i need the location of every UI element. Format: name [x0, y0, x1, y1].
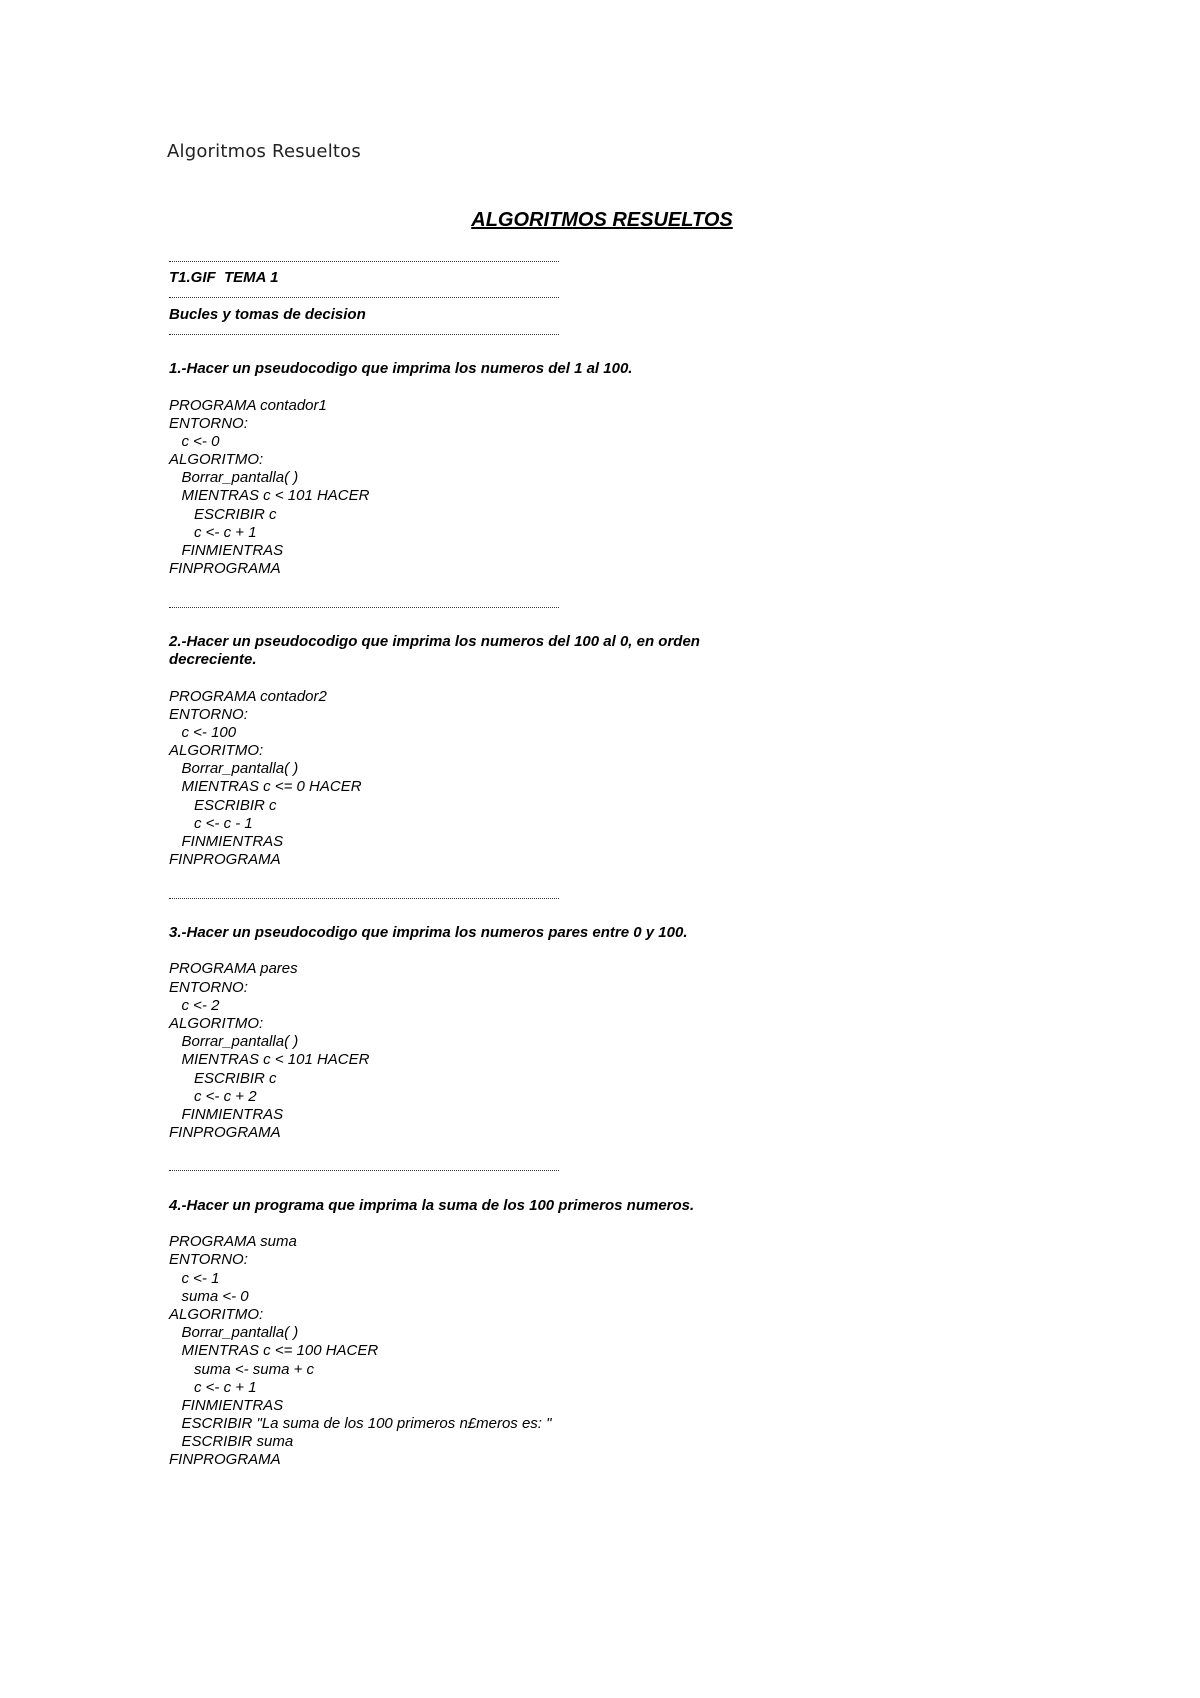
code-line: suma <- 0	[169, 1287, 249, 1305]
code-line: MIENTRAS c <= 100 HACER	[169, 1342, 379, 1360]
code-line: ENTORNO:	[169, 705, 248, 723]
exercise-statement: 2.-Hacer un pseudocodigo que imprima los numeros del 100 al 0, en orden decreciente.	[169, 632, 700, 669]
code-line: c <- 100	[169, 723, 237, 741]
topic-code: T1.GIF TEMA 1	[169, 269, 279, 287]
code-line: ESCRIBIR c	[169, 1069, 277, 1087]
code-line: Borrar_pantalla( )	[169, 1033, 299, 1051]
document-title: ALGORITMOS RESUELTOS	[471, 209, 733, 231]
code-line: Borrar_pantalla( )	[169, 469, 299, 487]
code-line: MIENTRAS c <= 0 HACER	[169, 778, 362, 796]
exercise-block	[169, 924, 1069, 1197]
code-line: FINPROGRAMA	[169, 1124, 281, 1142]
dotted-separator	[169, 251, 559, 269]
code-line: ESCRIBIR suma	[169, 1433, 294, 1451]
page-header: Algoritmos Resueltos	[167, 141, 361, 162]
code-line: ALGORITMO:	[169, 1305, 264, 1323]
code-line: PROGRAMA pares	[169, 960, 298, 978]
code-line: c <- c + 1	[169, 1378, 257, 1396]
code-line: ENTORNO:	[169, 414, 248, 432]
code-line: FINPROGRAMA	[169, 851, 281, 869]
code-line: MIENTRAS c < 101 HACER	[169, 487, 370, 505]
dotted-separator	[169, 324, 559, 342]
dotted-separator	[169, 287, 559, 305]
code-line: Borrar_pantalla( )	[169, 1324, 299, 1342]
code-line: MIENTRAS c < 101 HACER	[169, 1051, 370, 1069]
code-line: FINMIENTRAS	[169, 1396, 284, 1414]
dotted-separator	[169, 597, 559, 615]
code-line: ALGORITMO:	[169, 451, 264, 469]
code-line: ESCRIBIR c	[169, 796, 277, 814]
code-line: PROGRAMA contador1	[169, 396, 327, 414]
code-line: ALGORITMO:	[169, 742, 264, 760]
code-line: c <- 0	[169, 432, 220, 450]
dotted-separator	[169, 1160, 559, 1178]
dotted-separator	[169, 888, 559, 906]
code-line: ENTORNO:	[169, 978, 248, 996]
code-line: ENTORNO:	[169, 1251, 248, 1269]
code-line: c <- c + 2	[169, 1087, 257, 1105]
exercise-block	[169, 360, 1069, 633]
code-line: ALGORITMO:	[169, 1014, 264, 1032]
code-line: PROGRAMA suma	[169, 1233, 297, 1251]
section-subtitle: Bucles y tomas de decision	[169, 305, 366, 323]
code-line: c <- 1	[169, 1269, 220, 1287]
code-line: FINPROGRAMA	[169, 1451, 281, 1469]
code-line: ESCRIBIR "La suma de los 100 primeros n£meros es: "	[169, 1415, 552, 1433]
code-line: ESCRIBIR c	[169, 505, 277, 523]
exercise-list	[169, 360, 1069, 1470]
code-line: FINMIENTRAS	[169, 833, 284, 851]
code-line: c <- c - 1	[169, 814, 253, 832]
code-line: c <- 2	[169, 996, 220, 1014]
exercise-block	[169, 1197, 1069, 1470]
exercise-statement: 1.-Hacer un pseudocodigo que imprima los numeros del 1 al 100.	[169, 360, 633, 378]
exercise-statement: 3.-Hacer un pseudocodigo que imprima los numeros pares entre 0 y 100.	[169, 923, 688, 941]
code-line: Borrar_pantalla( )	[169, 760, 299, 778]
code-line: FINMIENTRAS	[169, 1105, 284, 1123]
code-line: PROGRAMA contador2	[169, 687, 327, 705]
exercise-statement: 4.-Hacer un programa que imprima la suma de los 100 primeros numeros.	[169, 1196, 695, 1214]
code-line: FINMIENTRAS	[169, 542, 284, 560]
code-line: suma <- suma + c	[169, 1360, 315, 1378]
exercise-block	[169, 633, 1069, 924]
code-line: FINPROGRAMA	[169, 560, 281, 578]
code-line: c <- c + 1	[169, 523, 257, 541]
document-body	[169, 251, 1069, 1470]
